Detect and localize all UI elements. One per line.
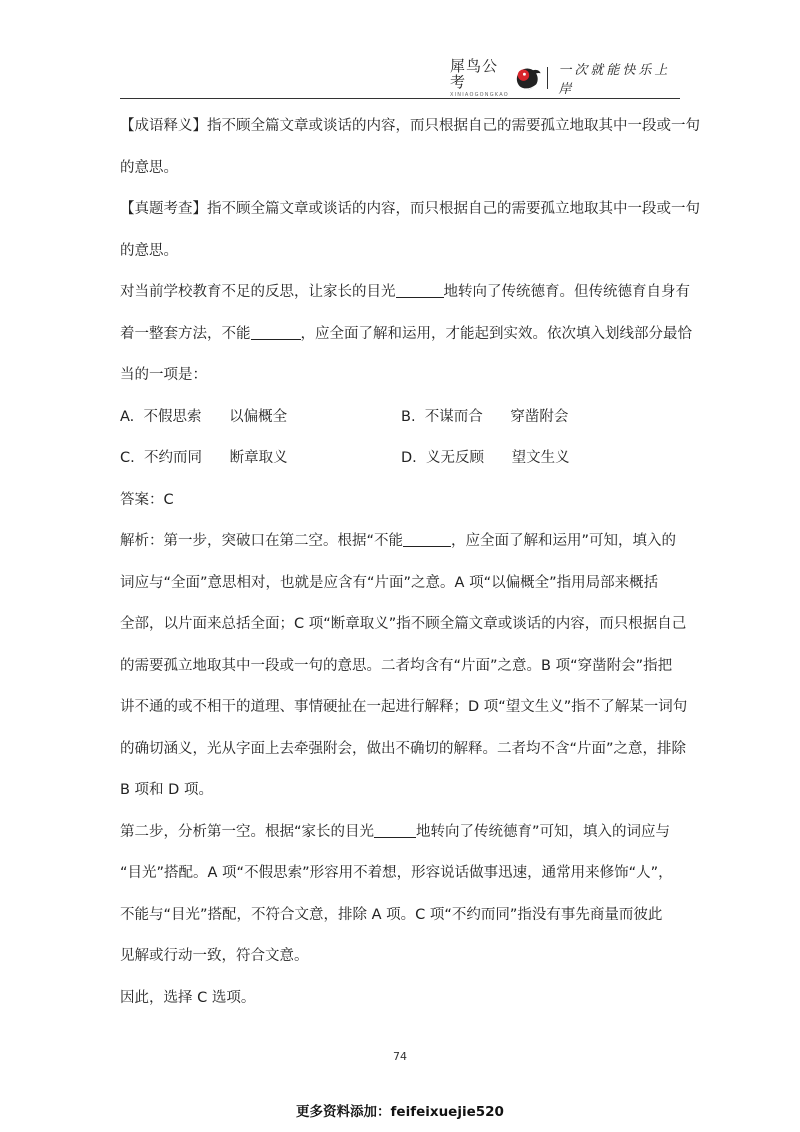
conclusion-line: 因此，选择 C 选项。 [120,989,256,1006]
header-separator [547,67,548,89]
analysis-line: 的确切涵义，光从字面上去牵强附会，做出不确切的解释。二者均不含“片面”之意，排除 [120,740,687,757]
brand-logo [450,57,680,98]
hornbill-logo-icon [513,63,542,93]
analysis-step2-line: “目光”搭配。A 项“不假思索”形容用不着想，形容说话做事迅速，通常用来修饰“人”， [120,865,673,881]
page-number: 74 [393,1050,407,1063]
option-b: B. 不谋而合 穿凿附会 [401,408,569,425]
exam-usage-line: 【真题考查】指不顾全篇文章或谈话的内容，而只根据自己的需要孤立地取其中一段或一句 [120,201,700,217]
footer-note: 更多资料添加：feifeixuejie520 [296,1104,504,1120]
analysis-step2-line: 不能与“目光”搭配，不符合文意，排除 A 项。C 项“不约而同”指没有事先商量而彼此 [120,906,663,923]
answer-line: 答案：C [120,491,174,508]
question-line: 对当前学校教育不足的反思，让家长的目光 地转向了传统德育。但传统德育自身有 [120,284,690,300]
analysis-line: 的需要孤立地取其中一段或一句的意思。二者均含有“片面”之意。B 项“穿凿附会”指把 [120,657,673,674]
fill-blank [396,283,444,298]
idiom-definition-line: 的意思。 [120,159,178,176]
analysis-line: 词应与“全面”意思相对，也就是应含有“片面”之意。A 项“以偏概全”指用局部来概括 [120,574,659,591]
header-slogan: 一次就能快乐上岸 [558,63,671,97]
fill-blank [403,532,451,547]
option-d: D. 义无反顾 望文生义 [401,450,570,466]
option-a: A. 不假思索 以偏概全 [120,408,288,425]
option-c: C. 不约而同 断章取义 [120,450,288,466]
page-content [120,106,700,1019]
idiom-definition-line: 【成语释义】指不顾全篇文章或谈话的内容，而只根据自己的需要孤立地取其中一段或一句 [120,118,700,134]
exam-usage-line: 的意思。 [120,242,178,259]
page-header [120,57,680,100]
question-line: 着一整套方法，不能 ，应全面了解和运用，才能起到实效。依次填入划线部分最恰 [120,325,692,342]
analysis-line: B 项和 D 项。 [120,782,213,798]
header-rule [120,98,680,99]
analysis-step2-line: 见解或行动一致，符合文意。 [120,948,309,964]
analysis-line: 讲不通的或不相干的道理、事情硬扯在一起进行解释；D 项“望文生义”指不了解某一词句 [120,699,688,715]
brand-name: 犀鸟公考 [450,57,499,91]
analysis-step2-line: 第二步，分析第一空。根据“家长的目光 地转向了传统德育”可知，填入的词应与 [120,823,671,840]
options-row [120,397,682,439]
analysis-line: 解析：第一步，突破口在第二空。根据“不能 ，应全面了解和运用”可知，填入的 [120,533,677,549]
analysis-line: 全部，以片面来总括全面；C 项“断章取义”指不顾全篇文章或谈话的内容，而只根据自己 [120,616,687,632]
brand-subtitle: XINIAOGONGKAO [450,92,509,98]
fill-blank [251,325,301,340]
question-line: 当的一项是： [120,367,207,383]
fill-blank [374,823,416,838]
options-row [120,438,682,480]
